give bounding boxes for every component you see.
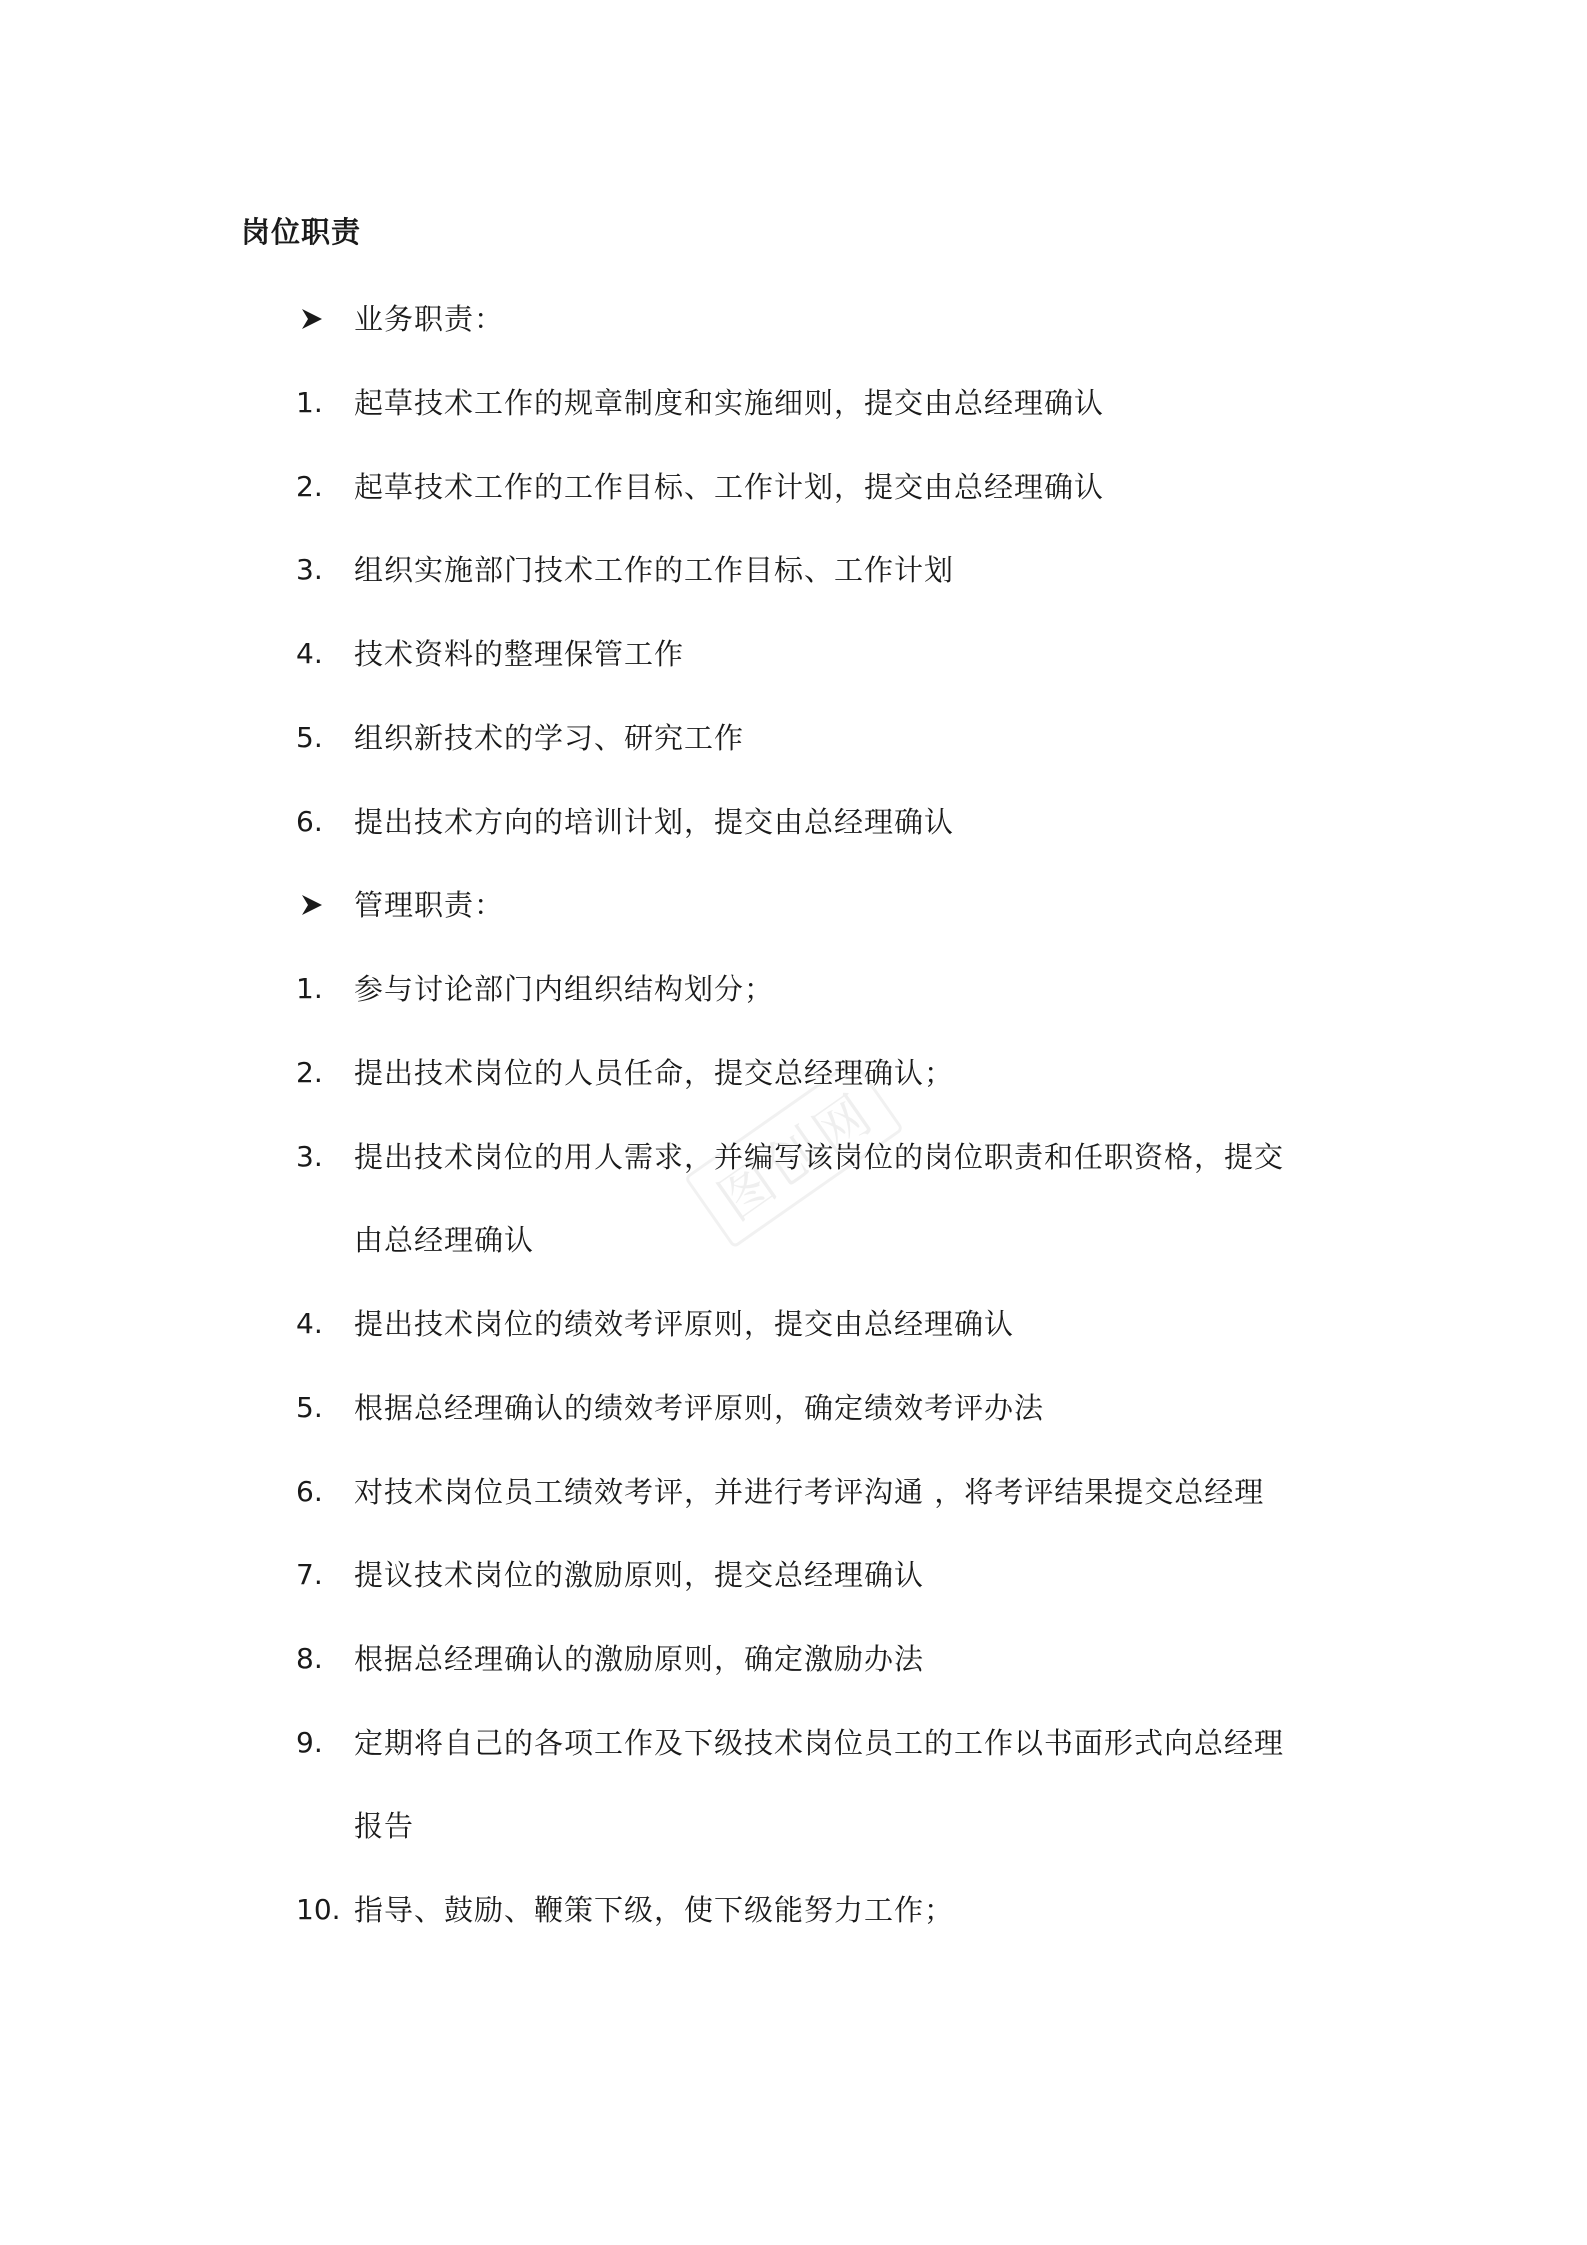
- list-item: 提出技术岗位的绩效考评原则，提交由总经理确认: [354, 1307, 1015, 1341]
- watermark-logo: 图创网: [684, 1058, 904, 1249]
- list-item: 对技术岗位员工绩效考评，并进行考评沟通 ，将考评结果提交总经理: [354, 1475, 1265, 1509]
- list-item-number: 2.: [296, 1056, 323, 1089]
- list-item-number: 9.: [296, 1726, 323, 1759]
- list-item-continuation: 报告: [354, 1809, 415, 1843]
- list-item-number: 1.: [296, 386, 323, 419]
- list-item-number: 2.: [296, 470, 323, 503]
- list-item: 根据总经理确认的激励原则，确定激励办法: [354, 1642, 925, 1676]
- list-item-number: 5.: [296, 721, 323, 754]
- arrow-bullet-icon: [300, 893, 324, 917]
- list-item: 起草技术工作的规章制度和实施细则，提交由总经理确认: [354, 386, 1105, 420]
- list-item-number: 4.: [296, 637, 323, 670]
- arrow-bullet-icon: [300, 307, 324, 331]
- section-heading-business: 业务职责：: [354, 302, 505, 336]
- list-item: 提议技术岗位的激励原则，提交总经理确认: [354, 1558, 925, 1592]
- list-item: 参与讨论部门内组织结构划分；: [354, 972, 775, 1006]
- list-item-number: 4.: [296, 1307, 323, 1340]
- list-item: 根据总经理确认的绩效考评原则，确定绩效考评办法: [354, 1391, 1045, 1425]
- list-item: 组织实施部门技术工作的工作目标、工作计划: [354, 553, 955, 587]
- list-item-number: 8.: [296, 1642, 323, 1675]
- list-item-number: 3.: [296, 1140, 323, 1173]
- list-item: 提出技术岗位的人员任命，提交总经理确认；: [354, 1056, 955, 1090]
- page-title: 岗位职责: [241, 215, 362, 249]
- list-item: 指导、鼓励、鞭策下级，使下级能努力工作；: [354, 1893, 955, 1927]
- list-item: 定期将自己的各项工作及下级技术岗位员工的工作以书面形式向总经理: [354, 1726, 1285, 1760]
- list-item-number: 5.: [296, 1391, 323, 1424]
- list-item: 起草技术工作的工作目标、工作计划，提交由总经理确认: [354, 470, 1105, 504]
- list-item-number: 7.: [296, 1558, 323, 1591]
- section-heading-management: 管理职责：: [354, 888, 505, 922]
- list-item-number: 6.: [296, 805, 323, 838]
- list-item: 技术资料的整理保管工作: [354, 637, 685, 671]
- list-item-continuation: 由总经理确认: [354, 1223, 535, 1257]
- list-item-number: 3.: [296, 553, 323, 586]
- list-item-number: 6.: [296, 1475, 323, 1508]
- list-item-number: 10.: [296, 1893, 341, 1926]
- list-item: 提出技术岗位的用人需求，并编写该岗位的岗位职责和任职资格，提交: [354, 1140, 1285, 1174]
- list-item: 组织新技术的学习、研究工作: [354, 721, 745, 755]
- list-item: 提出技术方向的培训计划，提交由总经理确认: [354, 805, 955, 839]
- list-item-number: 1.: [296, 972, 323, 1005]
